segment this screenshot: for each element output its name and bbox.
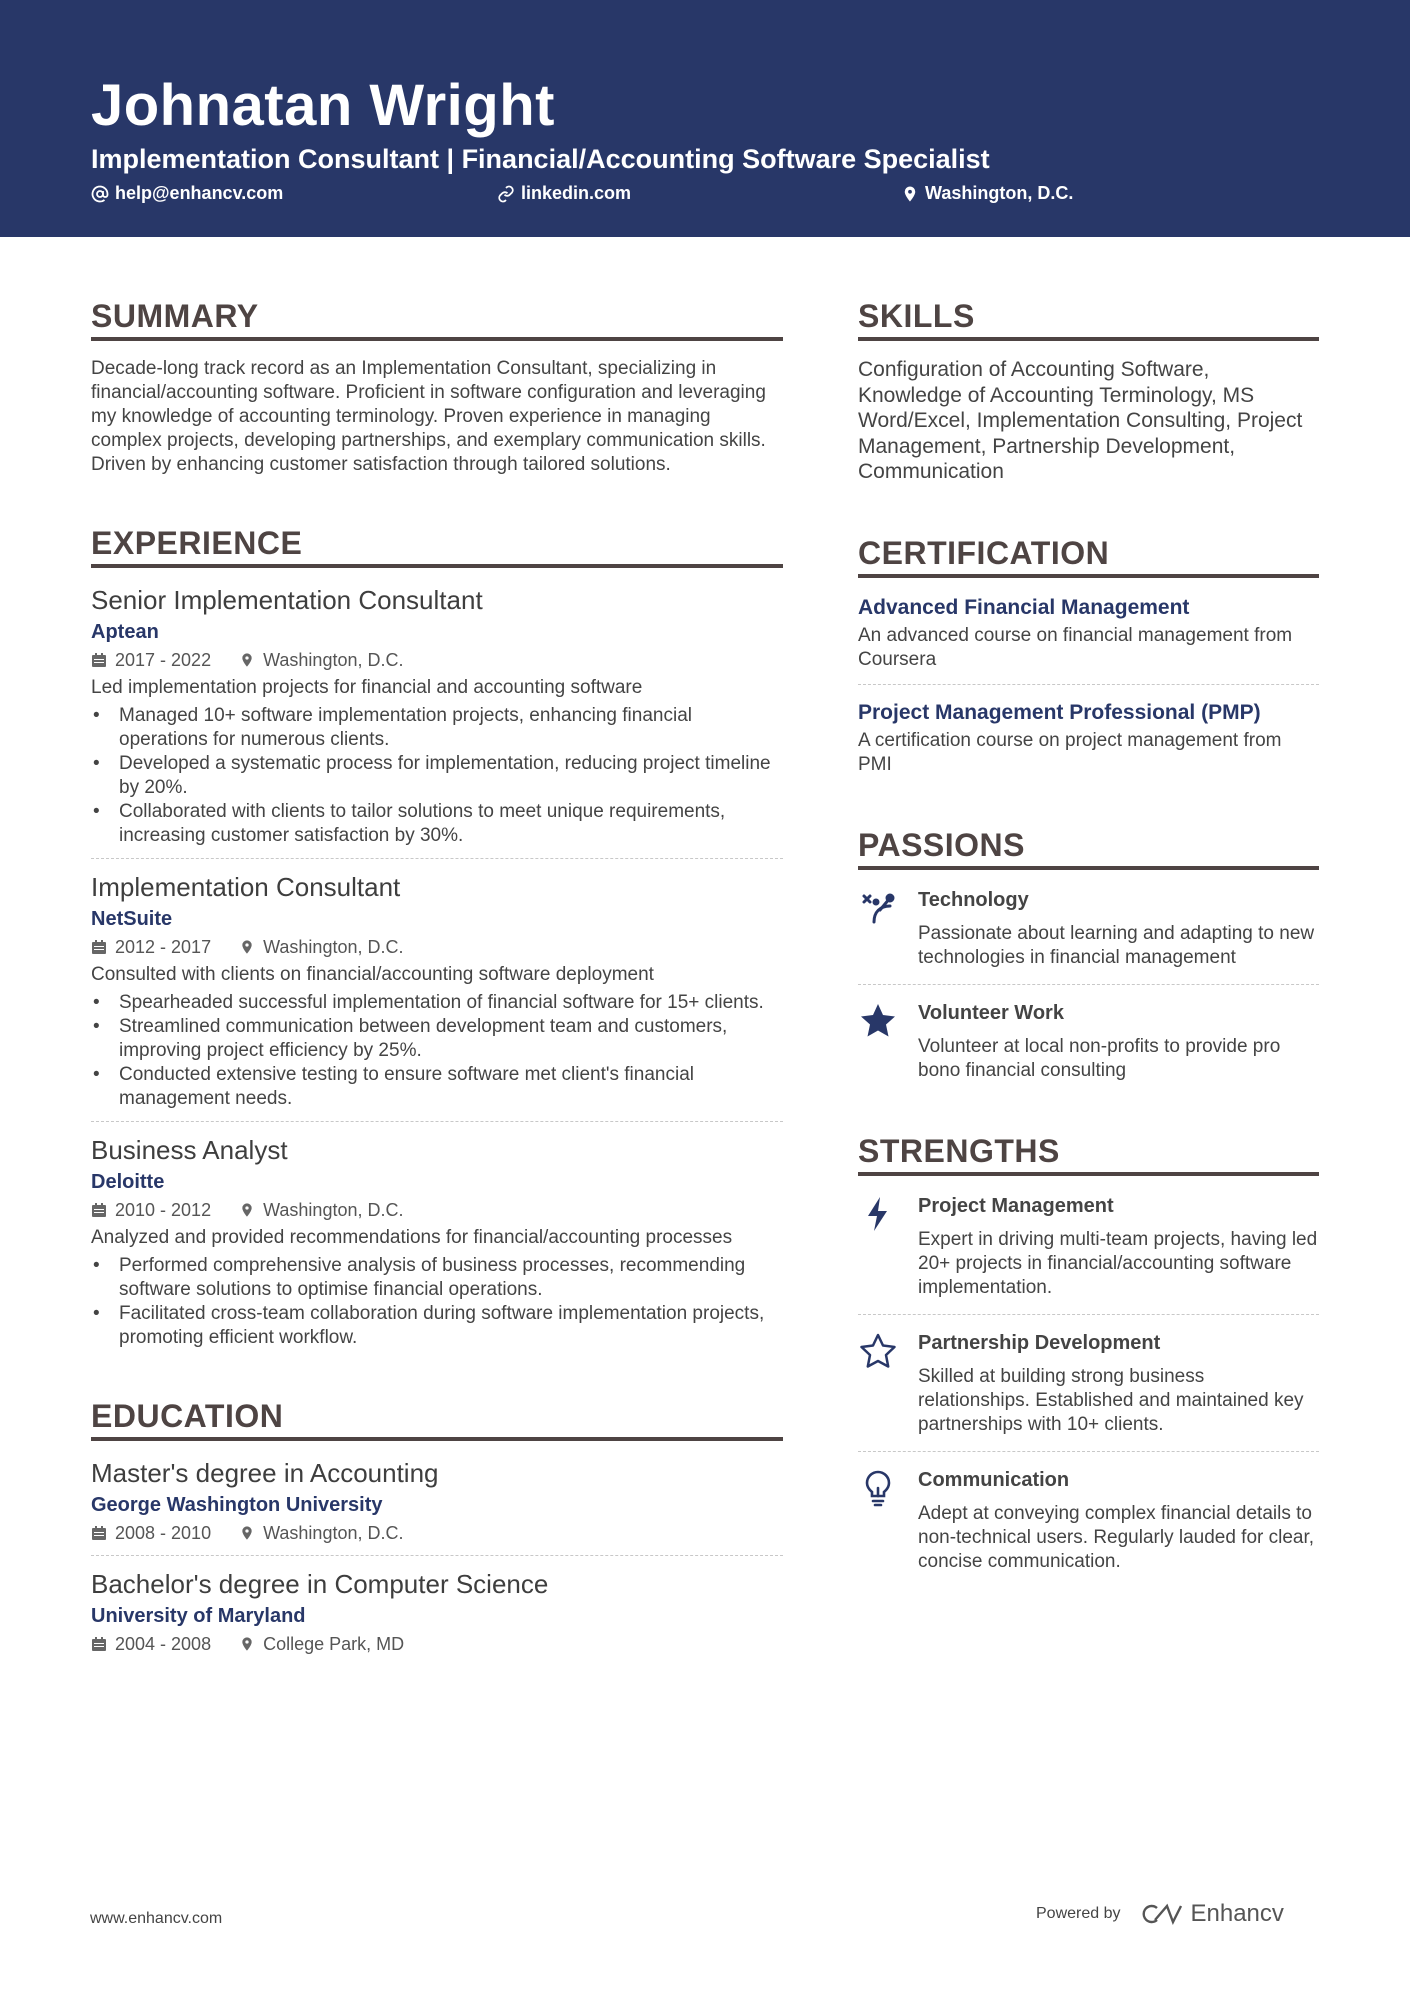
- contact-location: [901, 183, 1073, 204]
- contact-linkedin[interactable]: [497, 183, 631, 204]
- calendar-icon: [91, 1202, 107, 1218]
- experience-heading: EXPERIENCE: [91, 525, 783, 568]
- strength-title: Project Management: [918, 1194, 1114, 1217]
- certification-heading: CERTIFICATION: [858, 535, 1319, 578]
- calendar-icon: [91, 939, 107, 955]
- header: [0, 0, 1410, 237]
- school-name: George Washington University: [91, 1494, 383, 1516]
- passions-heading: PASSIONS: [858, 827, 1319, 870]
- summary-heading: SUMMARY: [91, 298, 783, 341]
- job-title: Senior Implementation Consultant: [91, 585, 483, 615]
- job-bullet: • Performed comprehensive analysis of business processes, recommending software solutions to optimise financial operations.: [91, 1254, 783, 1302]
- experience-section: [91, 525, 783, 1360]
- job-meta: [91, 1198, 783, 1222]
- calendar-icon: [91, 1525, 107, 1541]
- skills-heading: SKILLS: [858, 298, 1319, 341]
- skills-text: Configuration of Accounting Software, Knowledge of Accounting Terminology, MS Word/Excel, Implementation Consulting, Project Management, Partnership Development, Communication: [858, 358, 1303, 483]
- strength-entry: [858, 1466, 1319, 1588]
- job-description: Consulted with clients on financial/accounting software deployment: [91, 964, 654, 985]
- job-bullet: • Collaborated with clients to tailor solutions to meet unique requirements, increasing customer satisfaction by 30%.: [91, 800, 783, 848]
- job-bullet: • Facilitated cross-team collaboration during software implementation projects, promoting efficient workflow.: [91, 1302, 783, 1350]
- calendar-icon: [91, 1636, 107, 1652]
- education-section: [91, 1398, 783, 1666]
- job-entry: [91, 871, 783, 1122]
- strength-description: Adept at conveying complex financial details to non-technical users. Regularly lauded for clear, concise communication.: [918, 1502, 1315, 1572]
- location-pin-icon: [239, 1636, 255, 1652]
- job-title: Business Analyst: [91, 1135, 288, 1165]
- location-text: Washington, D.C.: [925, 183, 1074, 203]
- strength-entry: [858, 1192, 1319, 1315]
- job-meta: [91, 935, 783, 959]
- passions-section: [858, 827, 1319, 1097]
- satellite-icon: [858, 888, 898, 928]
- job-location: Washington, D.C.: [263, 937, 404, 957]
- certification-entry: [858, 594, 1319, 685]
- location-pin-icon: [239, 939, 255, 955]
- summary-section: [91, 298, 783, 477]
- education-location: College Park, MD: [263, 1634, 405, 1654]
- location-pin-icon: [901, 185, 919, 203]
- job-description: Analyzed and provided recommendations for financial/accounting processes: [91, 1227, 733, 1248]
- job-bullet: • Conducted extensive testing to ensure software met client's financial management needs.: [91, 1063, 783, 1111]
- skills-section: [858, 298, 1319, 485]
- job-bullet: • Spearheaded successful implementation of financial software for 15+ clients.: [91, 991, 783, 1015]
- strengths-heading: STRENGTHS: [858, 1133, 1319, 1176]
- star-outline-icon: [858, 1331, 898, 1371]
- footer-branding: [1036, 1900, 1284, 1928]
- job-dates: 2012 - 2017: [115, 937, 212, 957]
- left-column: [91, 298, 783, 1666]
- star-filled-icon: [858, 1001, 898, 1041]
- contact-email[interactable]: [91, 183, 283, 204]
- job-entry: [91, 1134, 783, 1360]
- job-title: Implementation Consultant: [91, 872, 401, 902]
- job-dates: 2010 - 2012: [115, 1200, 212, 1220]
- passion-title: Volunteer Work: [918, 1001, 1064, 1024]
- job-bullet: • Developed a systematic process for implementation, reducing project timeline by 20%.: [91, 752, 783, 800]
- job-dates: 2017 - 2022: [115, 650, 212, 670]
- certification-title: Project Management Professional (PMP): [858, 700, 1261, 724]
- at-icon: [91, 185, 109, 203]
- passion-title: Technology: [918, 888, 1029, 911]
- company-name: Aptean: [91, 621, 159, 643]
- job-description: Led implementation projects for financial and accounting software: [91, 677, 643, 698]
- location-pin-icon: [239, 1202, 255, 1218]
- education-dates: 2004 - 2008: [115, 1634, 212, 1654]
- right-column: [858, 298, 1319, 1588]
- lightning-icon: [858, 1194, 898, 1234]
- job-location: Washington, D.C.: [263, 1200, 404, 1220]
- company-name: NetSuite: [91, 908, 173, 930]
- certification-section: [858, 535, 1319, 789]
- passion-description: Volunteer at local non-profits to provide pro bono financial consulting: [918, 1035, 1281, 1081]
- job-bullets: [91, 704, 783, 848]
- candidate-title: Implementation Consultant | Financial/Accounting Software Specialist: [91, 144, 990, 174]
- summary-text: Decade-long track record as an Implementation Consultant, specializing in financial/accounting software. Proficient in software configuration and leveraging my knowledge of accounting terminology. Proven experience in managing complex projects, developing partnerships, and exemplary communication skills. Driven by enhancing customer satisfaction through tailored solutions.: [91, 358, 766, 475]
- strength-title: Communication: [918, 1468, 1070, 1491]
- strength-description: Skilled at building strong business relationships. Established and maintained key partnerships with 10+ clients.: [918, 1365, 1304, 1435]
- passion-entry: [858, 999, 1319, 1097]
- lightbulb-icon: [858, 1468, 898, 1508]
- company-name: Deloitte: [91, 1171, 165, 1193]
- email-text: help@enhancv.com: [115, 183, 284, 203]
- education-heading: EDUCATION: [91, 1398, 783, 1441]
- education-meta: [91, 1632, 783, 1656]
- certification-title: Advanced Financial Management: [858, 595, 1190, 619]
- location-pin-icon: [239, 652, 255, 668]
- job-entry: [91, 584, 783, 859]
- degree-title: Bachelor's degree in Computer Science: [91, 1569, 549, 1599]
- job-bullet: • Streamlined communication between development team and customers, improving project efficiency by 25%.: [91, 1015, 783, 1063]
- job-location: Washington, D.C.: [263, 650, 404, 670]
- strength-title: Partnership Development: [918, 1331, 1161, 1354]
- education-entry: [91, 1568, 783, 1666]
- powered-by-text: Powered by: [1036, 1905, 1121, 1922]
- link-icon: [497, 185, 515, 203]
- strengths-section: [858, 1133, 1319, 1588]
- degree-title: Master's degree in Accounting: [91, 1458, 439, 1488]
- calendar-icon: [91, 652, 107, 668]
- job-bullets: [91, 1254, 783, 1350]
- job-meta: [91, 648, 783, 672]
- certification-entry: [858, 699, 1319, 789]
- linkedin-text: linkedin.com: [521, 183, 632, 203]
- candidate-name: Johnatan Wright: [91, 73, 555, 138]
- footer-website[interactable]: www.enhancv.com: [90, 1910, 223, 1927]
- education-entry: [91, 1457, 783, 1556]
- job-bullets: [91, 991, 783, 1111]
- education-dates: 2008 - 2010: [115, 1523, 212, 1543]
- enhancv-logo-icon: [1137, 1901, 1183, 1927]
- passion-description: Passionate about learning and adapting to new technologies in financial management: [918, 922, 1315, 968]
- certification-description: A certification course on project management from PMI: [858, 729, 1282, 775]
- brand-logo[interactable]: [1137, 1900, 1284, 1928]
- school-name: University of Maryland: [91, 1605, 306, 1627]
- passion-entry: [858, 886, 1319, 985]
- job-bullet: • Managed 10+ software implementation projects, enhancing financial operations for numerous clients.: [91, 704, 783, 752]
- education-location: Washington, D.C.: [263, 1523, 404, 1543]
- strength-description: Expert in driving multi-team projects, having led 20+ projects in financial/accounting software implementation.: [918, 1228, 1318, 1298]
- certification-description: An advanced course on financial management from Coursera: [858, 624, 1293, 670]
- location-pin-icon: [239, 1525, 255, 1541]
- strength-entry: [858, 1329, 1319, 1452]
- brand-name: Enhancv: [1190, 1900, 1284, 1927]
- education-meta: [91, 1521, 783, 1545]
